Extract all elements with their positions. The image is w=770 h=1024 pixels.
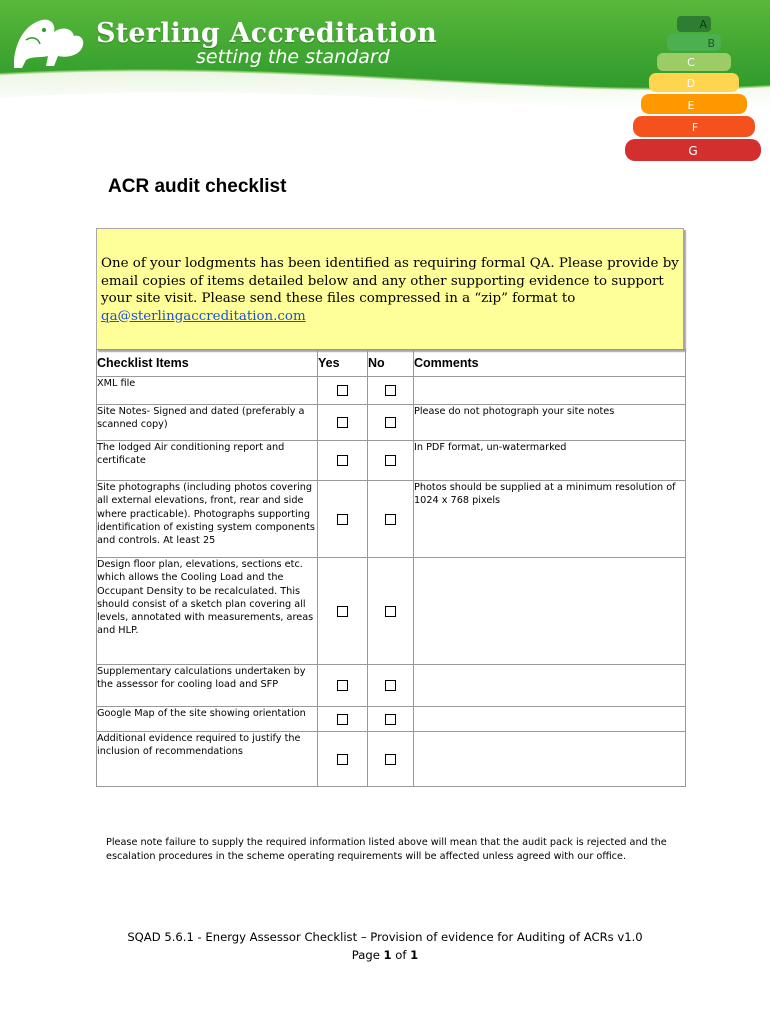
no-cell bbox=[368, 441, 414, 481]
rating-letter-d: D bbox=[686, 77, 696, 90]
row-item-label: XML file bbox=[97, 377, 318, 405]
table-row bbox=[97, 707, 686, 732]
yes-cell bbox=[318, 481, 368, 558]
table-row bbox=[97, 377, 686, 405]
header-yes: Yes bbox=[318, 350, 368, 377]
page-of: of bbox=[391, 948, 411, 962]
yes-checkbox[interactable] bbox=[337, 606, 348, 617]
yes-cell bbox=[318, 441, 368, 481]
header-checklist-items: Checklist Items bbox=[97, 350, 318, 377]
row-comment bbox=[414, 665, 686, 707]
table-row bbox=[97, 481, 686, 558]
notice-body: One of your lodgments has been identified as requiring formal QA. Please provide by email copies of items detailed below and any other supporting evidence to support your site visit. Please send these files compressed in a “zip” format to bbox=[101, 256, 679, 306]
rating-letter-g: G bbox=[688, 144, 698, 158]
yes-checkbox[interactable] bbox=[337, 514, 348, 525]
yes-cell bbox=[318, 732, 368, 787]
lion-logo-icon bbox=[6, 10, 92, 72]
yes-checkbox[interactable] bbox=[337, 417, 348, 428]
notice-text bbox=[101, 255, 687, 325]
no-checkbox[interactable] bbox=[385, 385, 396, 396]
header-no: No bbox=[368, 350, 414, 377]
table-row bbox=[97, 665, 686, 707]
no-cell bbox=[368, 405, 414, 441]
table-row bbox=[97, 441, 686, 481]
notice-email-link[interactable]: qa@sterlingaccreditation.com bbox=[101, 308, 306, 324]
row-comment: Photos should be supplied at a minimum resolution of 1024 x 768 pixels bbox=[414, 481, 686, 558]
rating-letter-b: B bbox=[707, 37, 715, 50]
no-checkbox[interactable] bbox=[385, 714, 396, 725]
row-comment bbox=[414, 558, 686, 665]
no-cell bbox=[368, 377, 414, 405]
yes-cell bbox=[318, 707, 368, 732]
no-checkbox[interactable] bbox=[385, 754, 396, 765]
row-item-label: The lodged Air conditioning report and certificate bbox=[97, 441, 318, 481]
row-item-label: Design floor plan, elevations, sections etc. which allows the Cooling Load and the Occupant Density to be recalculated. This should consist of a sketch plan covering all levels, annotated with measurements, areas and HLP. bbox=[97, 558, 318, 665]
row-comment: Please do not photograph your site notes bbox=[414, 405, 686, 441]
yes-cell bbox=[318, 665, 368, 707]
rating-letter-e: E bbox=[687, 99, 695, 112]
brand-name: Sterling Accreditation bbox=[96, 18, 437, 49]
table-header-row bbox=[97, 350, 686, 377]
row-item-label: Additional evidence required to justify the inclusion of recommendations bbox=[97, 732, 318, 787]
row-comment bbox=[414, 377, 686, 405]
row-item-label: Google Map of the site showing orientation bbox=[97, 707, 318, 732]
yes-cell bbox=[318, 558, 368, 665]
brand-tagline: setting the standard bbox=[196, 46, 390, 68]
no-checkbox[interactable] bbox=[385, 455, 396, 466]
yes-checkbox[interactable] bbox=[337, 714, 348, 725]
no-checkbox[interactable] bbox=[385, 680, 396, 691]
yes-checkbox[interactable] bbox=[337, 754, 348, 765]
row-comment bbox=[414, 732, 686, 787]
checklist-table bbox=[96, 349, 686, 787]
row-item-label: Site photographs (including photos covering all external elevations, front, rear and side where practicable). Photographs supporting identification of existing system components and controls. At least 25 bbox=[97, 481, 318, 558]
notice-box bbox=[96, 228, 684, 350]
energy-rating-rings-icon bbox=[615, 8, 765, 166]
no-checkbox[interactable] bbox=[385, 514, 396, 525]
no-cell bbox=[368, 481, 414, 558]
page-title: ACR audit checklist bbox=[108, 176, 287, 197]
header-banner bbox=[0, 0, 770, 165]
yes-cell bbox=[318, 377, 368, 405]
row-comment: In PDF format, un-watermarked bbox=[414, 441, 686, 481]
header-comments: Comments bbox=[414, 350, 686, 377]
row-item-label: Site Notes- Signed and dated (preferably a scanned copy) bbox=[97, 405, 318, 441]
footer-note: Please note failure to supply the required information listed above will mean that the audit pack is rejected and the escalation procedures in the scheme operating requirements will be affected unless agreed with our office. bbox=[106, 837, 667, 862]
rating-letter-a: A bbox=[699, 18, 707, 31]
page-total: 1 bbox=[410, 948, 419, 962]
document-reference: SQAD 5.6.1 - Energy Assessor Checklist – Provision of evidence for Auditing of ACRs v1.0 bbox=[127, 930, 643, 944]
no-checkbox[interactable] bbox=[385, 417, 396, 428]
no-checkbox[interactable] bbox=[385, 606, 396, 617]
table-row bbox=[97, 405, 686, 441]
page-prefix: Page bbox=[351, 948, 384, 962]
no-cell bbox=[368, 558, 414, 665]
no-cell bbox=[368, 665, 414, 707]
page-number bbox=[0, 948, 770, 962]
no-cell bbox=[368, 707, 414, 732]
yes-cell bbox=[318, 405, 368, 441]
row-comment bbox=[414, 707, 686, 732]
page-current: 1 bbox=[383, 948, 392, 962]
table-row bbox=[97, 732, 686, 787]
row-item-label: Supplementary calculations undertaken by the assessor for cooling load and SFP bbox=[97, 665, 318, 707]
yes-checkbox[interactable] bbox=[337, 455, 348, 466]
yes-checkbox[interactable] bbox=[337, 680, 348, 691]
yes-checkbox[interactable] bbox=[337, 385, 348, 396]
rating-letter-c: C bbox=[687, 56, 695, 69]
no-cell bbox=[368, 732, 414, 787]
rating-letter-f: F bbox=[691, 121, 699, 134]
table-row bbox=[97, 558, 686, 665]
